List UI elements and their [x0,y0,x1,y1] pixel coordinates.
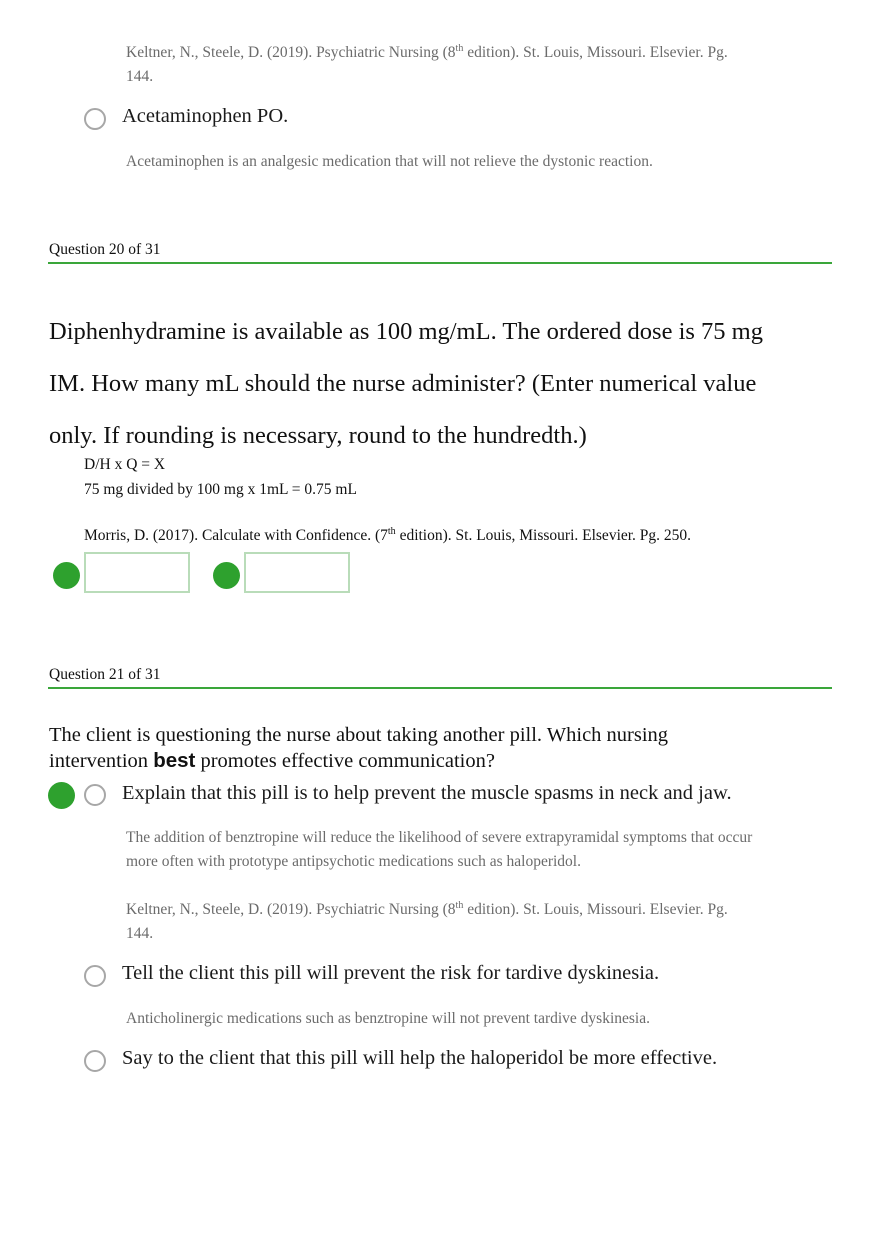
ref-author: Keltner, N., Steele, D. (2019). Psychiatric Nursing (8 [126,44,456,61]
opt1-ref-post: edition). St. Louis, Missouri. Elsevier. Pg. [463,901,728,918]
radio-option-3[interactable] [84,1050,106,1072]
correct-indicator [53,562,80,589]
option-1-reference-page: 144. [126,925,154,942]
q21-stem-pre: intervention [49,750,154,772]
option-1-feedback-line-1: The addition of benztropine will reduce the likelihood of severe extrapyramidal symptoms that occur [126,829,753,846]
option-1-label: Explain that this pill is to help prevent the muscle spasms in neck and jaw. [122,782,732,804]
radio-acetaminophen[interactable] [84,108,106,130]
q20-line-1: Diphenhydramine is available as 100 mg/mL. The ordered dose is 75 mg [49,318,763,345]
reference-page: 144. [126,68,154,85]
q21-stem-bold: best [153,749,196,772]
radio-option-1[interactable] [84,784,106,806]
q20-reference [84,527,691,545]
option-2-label: Tell the client this pill will prevent the risk for tardive dyskinesia. [122,962,660,984]
opt1-ref-pre: Keltner, N., Steele, D. (2019). Psychiatric Nursing (8 [126,901,456,918]
q20-ref-post: edition). St. Louis, Missouri. Elsevier. Pg. 250. [395,527,692,544]
answer-input-2[interactable] [244,552,350,593]
ref-rest: edition). St. Louis, Missouri. Elsevier. Pg. [463,44,728,61]
opt1-ref-sup: th [455,899,464,911]
question-20-stem [49,306,763,462]
option-1-feedback-line-2: more often with prototype antipsychotic medications such as haloperidol. [126,853,581,870]
q20-ref-pre: Morris, D. (2017). Calculate with Confidence. (7 [84,527,388,544]
q21-stem-line-2 [49,748,668,774]
answer-input-1[interactable] [84,552,190,593]
question-20-header: Question 20 of 31 [49,241,161,258]
radio-option-2[interactable] [84,965,106,987]
q20-formula: D/H x Q = X [84,456,166,473]
question-21-stem [49,723,668,774]
reference-text [126,41,728,65]
option-acetaminophen-label: Acetaminophen PO. [122,105,289,127]
q20-line-3: only. If rounding is necessary, round to the hundredth.) [49,422,587,449]
correct-indicator [48,782,75,809]
option-1-reference [126,898,728,922]
q21-stem-post: promotes effective communication? [195,750,495,772]
q20-ref-sup: th [387,525,396,537]
ref-sup: th [455,42,464,54]
option-acetaminophen-feedback: Acetaminophen is an analgesic medication that will not relieve the dystonic reaction. [126,153,653,170]
q20-line-2: IM. How many mL should the nurse administer? (Enter numerical value [49,370,757,397]
question-21-divider [48,687,832,689]
q20-calculation: 75 mg divided by 100 mg x 1mL = 0.75 mL [84,481,357,498]
question-21-header: Question 21 of 31 [49,666,161,683]
correct-indicator [213,562,240,589]
option-3-label: Say to the client that this pill will help the haloperidol be more effective. [122,1047,718,1069]
q21-stem-line-1: The client is questioning the nurse about taking another pill. Which nursing [49,724,669,746]
option-2-feedback: Anticholinergic medications such as benztropine will not prevent tardive dyskinesia. [126,1010,650,1027]
question-20-divider [48,262,832,264]
